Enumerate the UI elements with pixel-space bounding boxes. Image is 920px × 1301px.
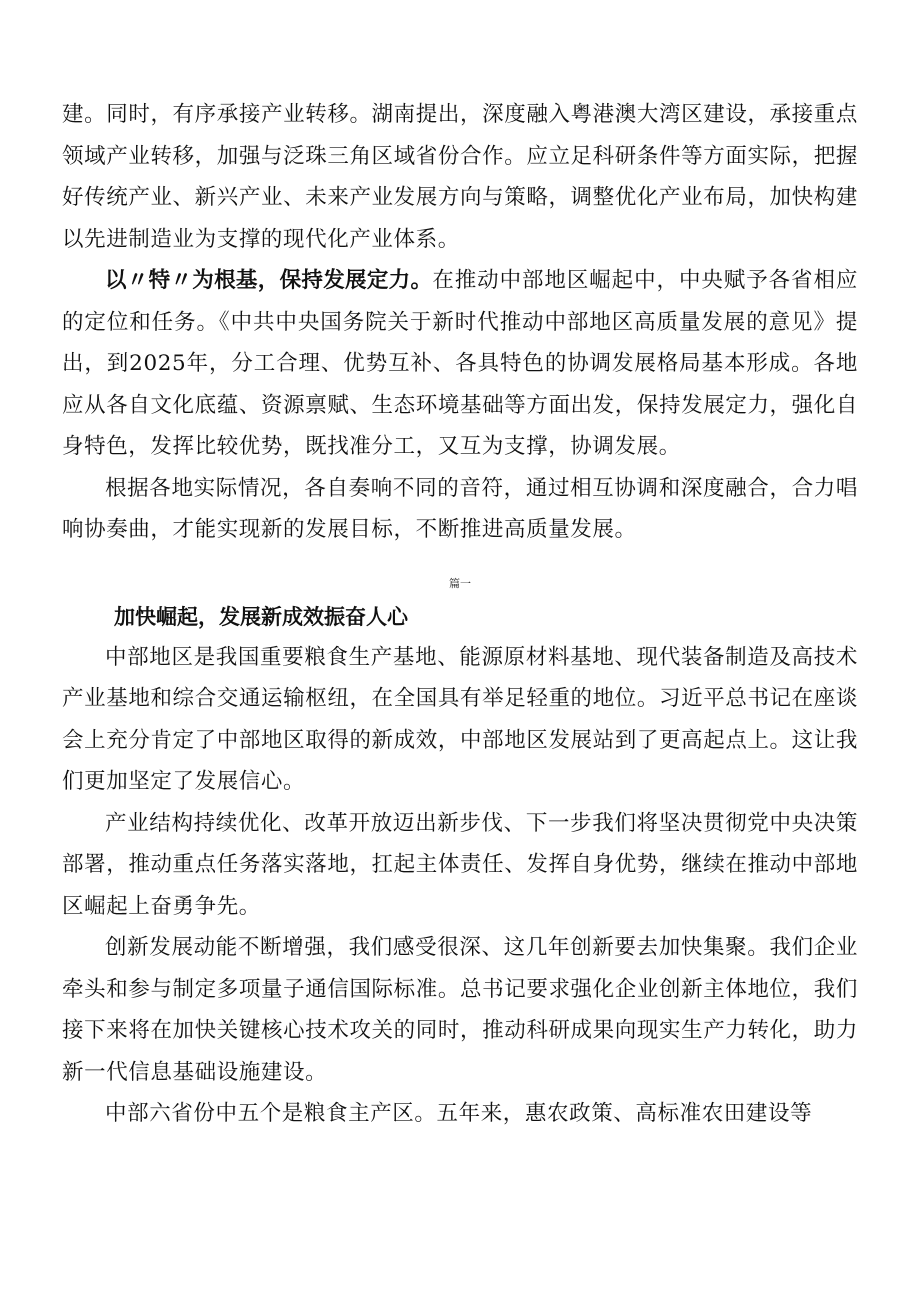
section-paragraph: 中部六省份中五个是粮食主产区。五年来，惠农政策、高标准农田建设等 (105, 1101, 813, 1126)
paragraph-conclusion: 根据各地实际情况，各自奏响不同的音符，通过相互协调和深度融合，合力唱响协奏曲，才能实现新的发展目标，不断推进高质量发展。 (62, 475, 858, 542)
section-label: 篇一 (449, 576, 471, 590)
paragraph-industry-transfer: 建。同时，有序承接产业转移。湖南提出，深度融入粤港澳大湾区建设，承接重点领域产业转移，加强与泛珠三角区域省份合作。应立足科研条件等方面实际，把握好传统产业、新兴产业、未来产业发展方向与策略，调整优化产业布局，加快构建以先进制造业为支撑的现代化产业体系。 (62, 102, 858, 252)
section-paragraph: 中部地区是我国重要粮食生产基地、能源原材料基地、现代装备制造及高技术产业基地和综合交通运输枢纽，在全国具有举足轻重的地位。习近平总书记在座谈会上充分肯定了中部地区取得的新成效，中部地区发展站到了更高起点上。这让我们更加坚定了发展信心。 (62, 644, 858, 794)
section-paragraph: 产业结构持续优化、改革开放迈出新步伐、下一步我们将坚决贯彻党中央决策部署，推动重点任务落实落地，扛起主体责任、发挥自身优势，继续在推动中部地区崛起上奋勇争先。 (62, 810, 858, 919)
paragraph-body: 在推动中部地区崛起中，中央赋予各省相应的定位和任务。《中共中央国务院关于新时代推动中部地区高质量发展的意见》提出，到2025年，分工合理、优势互补、各具特色的协调发展格局基本形成。各地应从各自文化底蕴、资源禀赋、生态环境基础等方面出发，保持发展定力，强化自身特色，发挥比较优势，既找准分工，又互为支撑，协调发展。 (62, 268, 858, 459)
document-page (62, 94, 858, 1135)
section-title: 加快崛起，发展新成效振奋人心 (114, 604, 408, 629)
spacer (62, 551, 858, 569)
paragraph-characteristics (62, 260, 858, 468)
paragraph-lead-heading: 以〃特〃为根基，保持发展定力。 (105, 268, 433, 293)
section-paragraph: 创新发展动能不断增强，我们感受很深、这几年创新要去加快集聚。我们企业牵头和参与制定多项量子通信国际标准。总书记要求强化企业创新主体地位，我们接下来将在加快关键核心技术攻关的同时，推动科研成果向现实生产力转化，助力新一代信息基础设施建设。 (62, 935, 858, 1085)
